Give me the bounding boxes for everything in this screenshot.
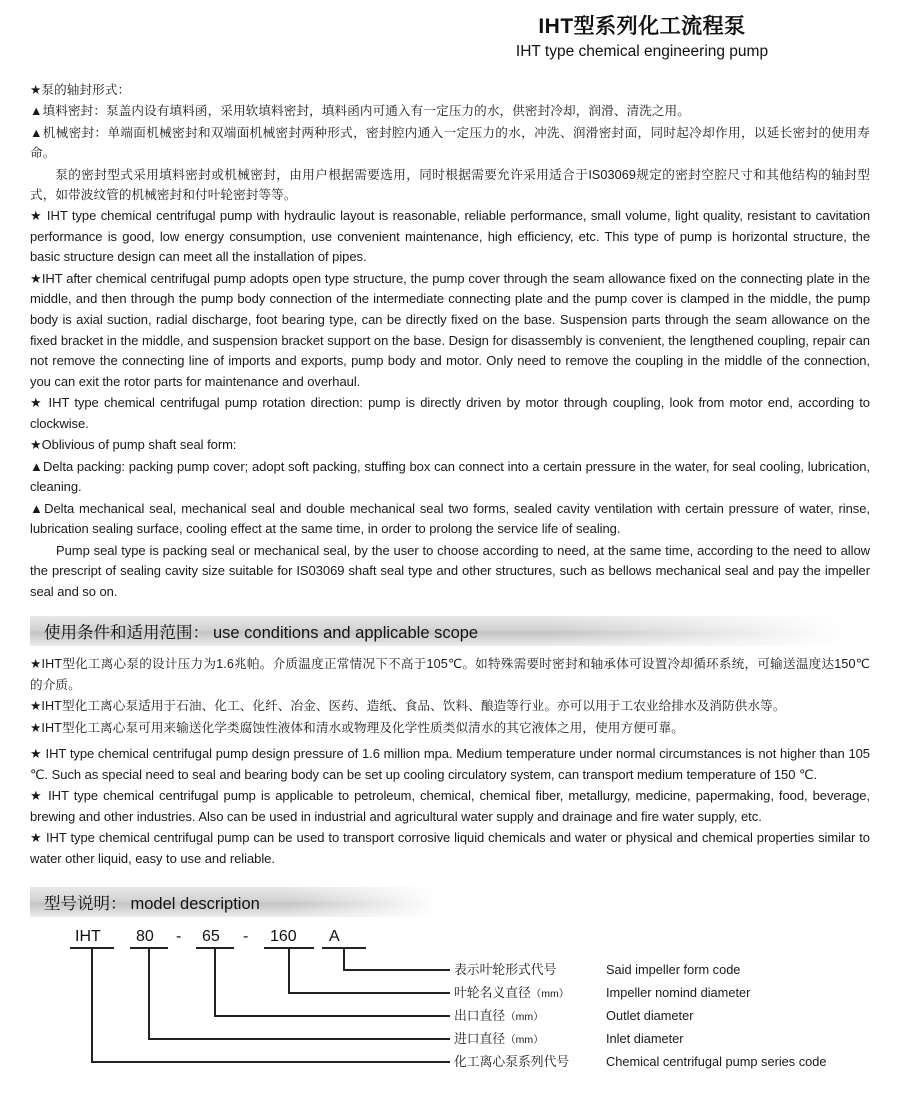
document-content xyxy=(30,80,870,1085)
intro-english-block xyxy=(30,206,870,602)
conditions-en-para: ★ IHT type chemical centrifugal pump can be used to transport corrosive liquid chemicals and water or physical and chemical properties similar to water other liquid, easy to use and reliable. xyxy=(30,830,870,866)
legend-cn-unit: （mm） xyxy=(505,1034,544,1047)
section-header-use-conditions-cn: 使用条件和适用范围： xyxy=(44,624,209,643)
legend-en: Impeller nomind diameter xyxy=(606,985,751,1001)
legend-cn-text: 叶轮名义直径 xyxy=(454,985,531,1001)
intro-chinese-block xyxy=(30,80,870,205)
legend-cn xyxy=(454,1010,606,1023)
code-part-80: 80 xyxy=(136,928,154,946)
section-header-use-conditions-label xyxy=(30,619,478,643)
code-dash-1: - xyxy=(176,928,182,946)
conditions-cn-para: ★IHT型化工离心泵的设计压力为1.6兆帕。介质温度正常情况下不高于105℃。如特殊需要时密封和轴承体可设置冷却循环系统，可输送温度达150℃的介质。 xyxy=(30,657,870,692)
legend-row xyxy=(454,1056,827,1069)
legend-cn-text: 进口直径 xyxy=(454,1031,506,1047)
section-header-model-description-cn: 型号说明： xyxy=(44,895,127,914)
section-header-model-description xyxy=(30,887,450,917)
intro-cn-line: 泵的密封型式采用填料密封或机械密封，由用户根据需要选用，同时根据需要允许采用适合于IS03069规定的密封空腔尺寸和其他结构的轴封型式，如带波纹管的机械密封和付叶轮密封等等。 xyxy=(30,167,870,202)
model-code-diagram xyxy=(30,925,870,1085)
intro-en-para: ▲Delta packing: packing pump cover; adopt soft packing, stuffing box can connect into a certain pressure in the water, for seal cooling, lubrication, cleaning. xyxy=(30,458,870,495)
code-part-65: 65 xyxy=(202,928,220,946)
intro-en-para: ★ IHT type chemical centrifugal pump with hydraulic layout is reasonable, reliable performance, small volume, light quality, resistant to cavitation performance is good, low energy consumption, use convenient maintenance, high efficiency, etc. This type of pump is horizontal structure, the basic structure design can meet all the installation of pipes. xyxy=(30,208,870,265)
intro-en-para: ★Oblivious of pump shaft seal form: xyxy=(30,437,237,453)
legend-row xyxy=(454,1033,684,1046)
conditions-en-para: ★ IHT type chemical centrifugal pump is applicable to petroleum, chemical, chemical fiber, metallurgy, medicine, papermaking, food, beverage, brewing and other industries. Also can be used in industrial and agricultural water supply and drainage and fire water supply, etc. xyxy=(30,788,870,824)
conditions-cn-para: ★IHT型化工离心泵可用来输送化学类腐蚀性液体和清水或物理及化学性质类似清水的其它液体之用，使用方便可靠。 xyxy=(30,720,684,735)
legend-en: Outlet diameter xyxy=(606,1008,694,1024)
code-part-iht: IHT xyxy=(75,928,101,946)
section-header-model-description-label xyxy=(30,890,260,914)
code-part-a: A xyxy=(329,928,340,946)
section-header-use-conditions-en: use conditions and applicable scope xyxy=(213,624,479,643)
legend-cn-unit: （mm） xyxy=(505,1011,544,1024)
legend-cn xyxy=(454,987,606,1000)
code-part-160: 160 xyxy=(270,928,297,946)
section-header-use-conditions xyxy=(30,616,870,646)
legend-en: Said impeller form code xyxy=(606,962,741,978)
legend-cn xyxy=(454,1056,606,1069)
legend-en: Inlet diameter xyxy=(606,1031,684,1047)
legend-en: Chemical centrifugal pump series code xyxy=(606,1054,827,1070)
intro-en-para: ★IHT after chemical centrifugal pump adopts open type structure, the pump cover through the seam allowance fixed on the connecting plate in the middle, and then through the pump body connection of the intermediate connecting plate and the pump cover is clamped in the middle, the pump body is axial suction, radial discharge, foot bearing type, can be directly fixed on the base. Suspension parts through the seam allowance on the fixed bracket in the middle, and suspension bracket support on the base. Design for disassembly is convenient, the lengthened coupling, repair can not remove the connecting line of imports and exports, pump body and motor. Only need to remove the coupling in the middle of the connection, you can exit the rotor parts for maintenance and overhaul. xyxy=(30,270,870,389)
intro-en-para: ▲Delta mechanical seal, mechanical seal and double mechanical seal two forms, sealed cavity ventilation with certain pressure of water, rinse, lubrication sealing surface, cooling effect at the same time, in order to prolong the service life of sealing. xyxy=(30,500,870,537)
legend-cn-text: 出口直径 xyxy=(454,1008,506,1024)
conditions-en-para: ★ IHT type chemical centrifugal pump design pressure of 1.6 million mpa. Medium temperature under normal circumstances is not higher than 105 ℃. Such as special need to seal and bearing body can be set up cooling circulatory system, can transport medium temperature of 150 ℃. xyxy=(30,746,870,782)
code-dash-2: - xyxy=(243,928,249,946)
legend-row xyxy=(454,1010,694,1023)
legend-cn-text: 表示叶轮形式代号 xyxy=(454,962,557,978)
section-header-model-description-en: model description xyxy=(130,895,260,914)
conditions-english-block xyxy=(30,744,870,869)
conditions-chinese-block xyxy=(30,654,870,738)
legend-row xyxy=(454,964,740,977)
intro-cn-line: ▲填料密封：泵盖内设有填料函，采用软填料密封，填料函内可通入有一定压力的水，供密封冷却，润滑、清洗之用。 xyxy=(30,104,690,119)
intro-en-para: ★ IHT type chemical centrifugal pump rotation direction: pump is directly driven by motor through coupling, look from motor end, according to clockwise. xyxy=(30,395,870,431)
legend-cn-unit: （mm） xyxy=(530,988,570,1001)
conditions-cn-para: ★IHT型化工离心泵适用于石油、化工、化纤、冶金、医药、造纸、食品、饮料、酿造等行业。亦可以用于工农业给排水及消防供水等。 xyxy=(30,699,786,714)
legend-row xyxy=(454,987,750,1000)
legend-cn-text: 化工离心泵系列代号 xyxy=(454,1054,570,1070)
page-title-cn: IHT型系列化工流程泵 xyxy=(538,15,746,38)
legend-cn xyxy=(454,1033,606,1046)
page-title xyxy=(432,14,852,62)
intro-cn-line: ▲机械密封：单端面机械密封和双端面机械密封两种形式，密封腔内通入一定压力的水，冲洗、润滑密封面，同时起冷却作用，以延长密封的使用寿命。 xyxy=(30,125,870,161)
intro-cn-line: ★泵的轴封形式： xyxy=(30,83,131,97)
page-title-en: IHT type chemical engineering pump xyxy=(515,43,769,61)
legend-cn xyxy=(454,964,606,977)
intro-en-para-indent: Pump seal type is packing seal or mechanical seal, by the user to choose according to need, at the same time, according to the need to allow the prescript of sealing cavity size suitable for IS03069 shaft seal type and other structures, such as bellows mechanical seal and pay the impeller seal and so on. xyxy=(30,542,870,599)
